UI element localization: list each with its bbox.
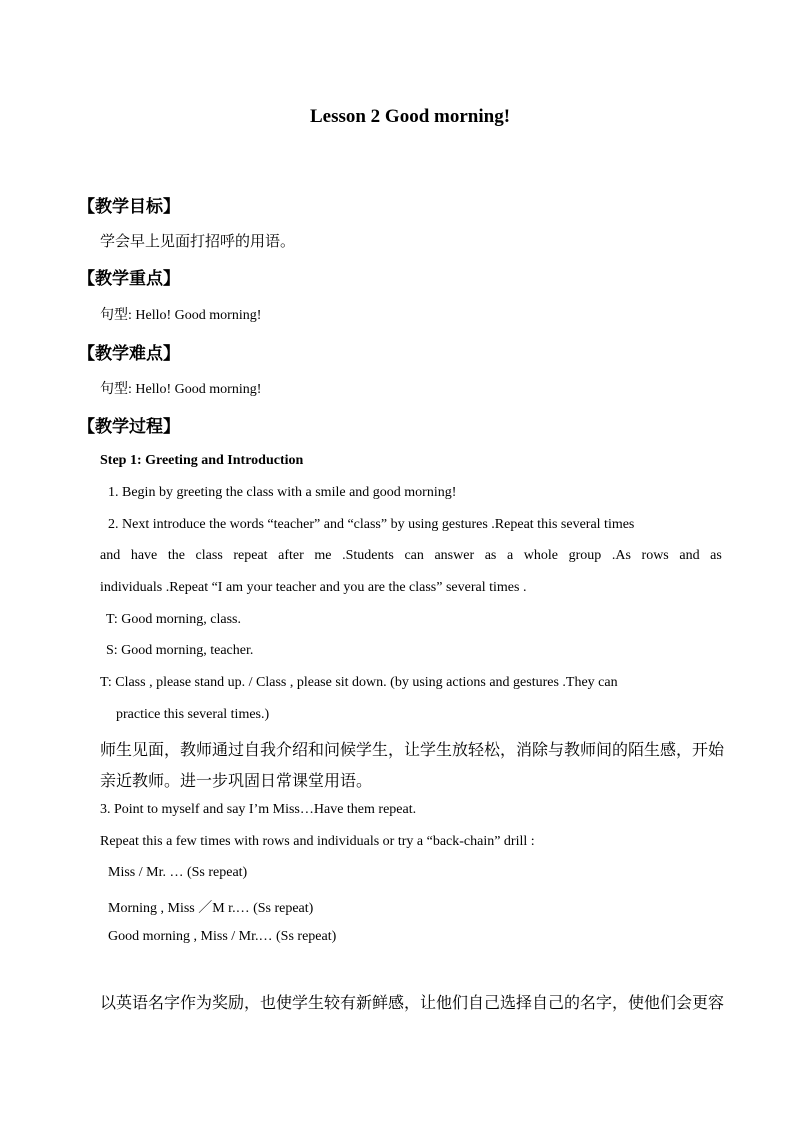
word: and xyxy=(679,548,700,563)
word: after xyxy=(278,548,304,563)
process-item-2-line1: 2. Next introduce the words “teacher” and “class” by using gestures .Repeat this several times xyxy=(108,517,635,532)
difficult-points-text: 句型: Hello! Good morning! xyxy=(100,382,262,397)
instruction-line-1: T: Class , please stand up. / Class , please sit down. (by using actions and gestures .They can xyxy=(100,675,618,690)
heading-difficult-points: 【教学难点】 xyxy=(78,344,180,364)
dialog-students: S: Good morning, teacher. xyxy=(106,643,254,658)
word: .As xyxy=(611,548,631,563)
word: me xyxy=(314,548,332,563)
chinese-paragraph-line-1: 师生见面，教师通过自我介绍和问候学生，让学生放轻松，消除与教师间的陌生感，开始 xyxy=(100,740,725,759)
lesson-title: Lesson 2 Good morning! xyxy=(309,106,511,127)
repeat-instruction: Repeat this a few times with rows and individuals or try a “back-chain” drill : xyxy=(100,834,535,849)
process-item-3: 3. Point to myself and say I’m Miss…Have them repeat. xyxy=(100,802,417,817)
process-item-1: 1. Begin by greeting the class with a smile and good morning! xyxy=(108,485,457,500)
word: answer xyxy=(434,548,475,563)
chinese-paragraph-line-2: 亲近教师。进一步巩固日常课堂用语。 xyxy=(100,771,373,790)
word: whole xyxy=(523,548,559,563)
word: as xyxy=(484,548,497,563)
word: as xyxy=(710,548,722,563)
dialog-teacher: T: Good morning, class. xyxy=(106,612,242,627)
process-item-2-line2 xyxy=(100,548,722,564)
word: repeat xyxy=(233,548,268,563)
word: the xyxy=(167,548,185,563)
word: and xyxy=(100,548,121,563)
drill-line-1: Miss / Mr. … (Ss repeat) xyxy=(108,865,248,880)
drill-line-2: Morning , Miss ／M r.… (Ss repeat) xyxy=(108,901,314,916)
heading-teaching-process: 【教学过程】 xyxy=(78,417,180,437)
word: a xyxy=(506,548,514,563)
process-item-2-line3: individuals .Repeat “I am your teacher and you are the class” several times . xyxy=(100,580,527,595)
word: group xyxy=(568,548,602,563)
chinese-final-paragraph: 以英语名字作为奖励，也使学生较有新鲜感，让他们自己选择自己的名字，使他们会更容 xyxy=(100,993,725,1012)
word: .Students xyxy=(342,548,394,563)
heading-key-points: 【教学重点】 xyxy=(78,269,180,289)
teaching-goal-text: 学会早上见面打招呼的用语。 xyxy=(100,232,296,250)
word: rows xyxy=(641,548,669,563)
word: can xyxy=(404,548,424,563)
word: have xyxy=(130,548,158,563)
instruction-line-2: practice this several times.) xyxy=(116,707,270,722)
step1-title: Step 1: Greeting and Introduction xyxy=(100,453,304,468)
key-points-text: 句型: Hello! Good morning! xyxy=(100,308,262,323)
word: class xyxy=(195,548,223,563)
heading-teaching-goal: 【教学目标】 xyxy=(78,197,180,217)
drill-line-3: Good morning , Miss / Mr.… (Ss repeat) xyxy=(108,929,337,944)
